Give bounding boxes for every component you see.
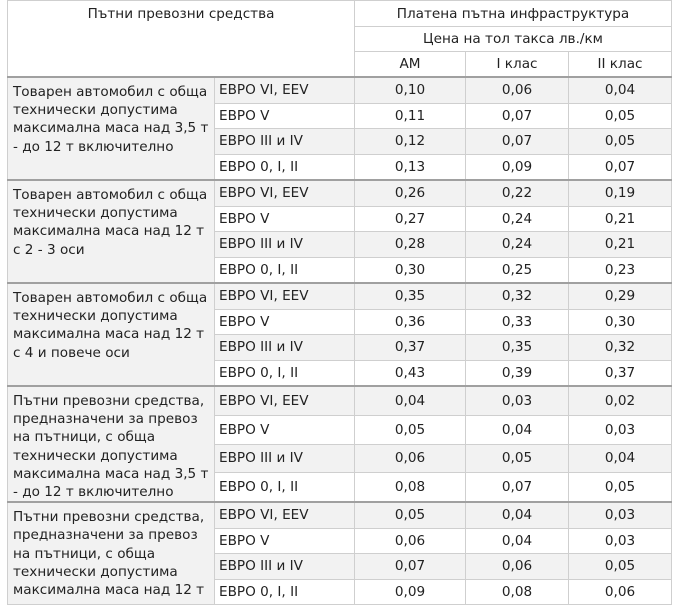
toll-rate-cell: 0,19	[569, 180, 672, 206]
toll-rate-cell: 0,06	[466, 554, 569, 580]
toll-rate-cell: 0,06	[355, 444, 466, 473]
emission-category: ЕВРО III и IV	[215, 444, 355, 473]
toll-rate-cell: 0,06	[569, 579, 672, 605]
toll-rate-cell: 0,30	[569, 309, 672, 335]
toll-rate-cell: 0,21	[569, 232, 672, 258]
toll-rate-cell: 0,06	[466, 77, 569, 103]
toll-rate-cell: 0,07	[466, 103, 569, 129]
table-row	[8, 386, 672, 415]
vehicles-header: Пътни превозни средства	[8, 1, 355, 78]
emission-category: ЕВРО 0, I, II	[215, 473, 355, 502]
toll-rate-cell: 0,04	[466, 502, 569, 528]
emission-category: ЕВРО V	[215, 528, 355, 554]
infrastructure-header: Платена пътна инфраструктура	[355, 1, 672, 27]
table-row	[8, 180, 672, 206]
emission-category: ЕВРО 0, I, II	[215, 360, 355, 386]
toll-rate-cell: 0,39	[466, 360, 569, 386]
toll-rate-cell: 0,23	[569, 257, 672, 283]
toll-rate-cell: 0,36	[355, 309, 466, 335]
toll-rate-cell: 0,04	[569, 77, 672, 103]
toll-rate-cell: 0,05	[355, 415, 466, 444]
vehicle-group-label: Пътни превозни средства, предназначени за превоз на пътници, с обща технически допустима максимална маса над 12 т	[8, 502, 215, 605]
column-header-class-2: II клас	[569, 52, 672, 78]
toll-rate-cell: 0,07	[466, 129, 569, 155]
toll-rate-cell: 0,05	[569, 554, 672, 580]
emission-category: ЕВРО VI, EEV	[215, 77, 355, 103]
toll-rate-cell: 0,08	[355, 473, 466, 502]
toll-rate-cell: 0,28	[355, 232, 466, 258]
toll-rate-cell: 0,13	[355, 154, 466, 180]
toll-rate-cell: 0,04	[466, 415, 569, 444]
emission-category: ЕВРО 0, I, II	[215, 154, 355, 180]
emission-category: ЕВРО VI, EEV	[215, 502, 355, 528]
toll-rate-cell: 0,22	[466, 180, 569, 206]
toll-rate-cell: 0,04	[466, 528, 569, 554]
toll-rate-cell: 0,35	[466, 335, 569, 361]
emission-category: ЕВРО 0, I, II	[215, 257, 355, 283]
toll-rate-cell: 0,24	[466, 206, 569, 232]
vehicle-group-label: Товарен автомобил с обща технически допустима максимална маса над 12 т с 4 и повече оси	[8, 283, 215, 386]
emission-category: ЕВРО III и IV	[215, 129, 355, 155]
toll-rate-cell: 0,03	[569, 502, 672, 528]
toll-rate-cell: 0,03	[569, 528, 672, 554]
toll-rate-cell: 0,03	[466, 386, 569, 415]
vehicle-group-label: Товарен автомобил с обща технически допустима максимална маса над 12 т с 2 - 3 оси	[8, 180, 215, 283]
toll-rate-cell: 0,32	[466, 283, 569, 309]
toll-rate-cell: 0,05	[569, 129, 672, 155]
table-row	[8, 77, 672, 103]
toll-rate-cell: 0,03	[569, 415, 672, 444]
toll-rate-cell: 0,21	[569, 206, 672, 232]
toll-rate-cell: 0,09	[355, 579, 466, 605]
toll-rate-cell: 0,25	[466, 257, 569, 283]
toll-rate-cell: 0,08	[466, 579, 569, 605]
toll-rate-cell: 0,30	[355, 257, 466, 283]
toll-rate-cell: 0,37	[355, 335, 466, 361]
toll-rate-cell: 0,43	[355, 360, 466, 386]
emission-category: ЕВРО III и IV	[215, 554, 355, 580]
emission-category: ЕВРО VI, EEV	[215, 386, 355, 415]
emission-category: ЕВРО V	[215, 206, 355, 232]
toll-rate-cell: 0,29	[569, 283, 672, 309]
toll-rate-cell: 0,05	[569, 473, 672, 502]
toll-rate-cell: 0,33	[466, 309, 569, 335]
toll-rate-cell: 0,26	[355, 180, 466, 206]
emission-category: ЕВРО V	[215, 103, 355, 129]
emission-category: ЕВРО 0, I, II	[215, 579, 355, 605]
toll-rate-cell: 0,32	[569, 335, 672, 361]
toll-rate-cell: 0,05	[569, 103, 672, 129]
toll-rate-cell: 0,04	[355, 386, 466, 415]
toll-rate-cell: 0,07	[569, 154, 672, 180]
toll-rate-cell: 0,10	[355, 77, 466, 103]
emission-category: ЕВРО VI, EEV	[215, 283, 355, 309]
toll-rate-cell: 0,09	[466, 154, 569, 180]
column-header-class-1: I клас	[466, 52, 569, 78]
vehicle-group-label: Пътни превозни средства, предназначени за превоз на пътници, с обща технически допустима максимална маса над 3,5 т - до 12 т включително	[8, 386, 215, 502]
toll-rate-cell: 0,12	[355, 129, 466, 155]
emission-category: ЕВРО VI, EEV	[215, 180, 355, 206]
table-row	[8, 502, 672, 528]
price-header: Цена на тол такса лв./км	[355, 27, 672, 52]
toll-rate-cell: 0,06	[355, 528, 466, 554]
toll-rate-cell: 0,07	[355, 554, 466, 580]
toll-rate-cell: 0,05	[355, 502, 466, 528]
emission-category: ЕВРО V	[215, 309, 355, 335]
emission-category: ЕВРО III и IV	[215, 335, 355, 361]
toll-rate-cell: 0,37	[569, 360, 672, 386]
table-row	[8, 283, 672, 309]
toll-rate-cell: 0,02	[569, 386, 672, 415]
toll-table	[7, 0, 672, 605]
toll-rate-cell: 0,35	[355, 283, 466, 309]
toll-rate-cell: 0,04	[569, 444, 672, 473]
vehicle-group-label: Товарен автомобил с обща технически допустима максимална маса над 3,5 т - до 12 т включително	[8, 77, 215, 180]
column-header-am: АМ	[355, 52, 466, 78]
toll-rate-cell: 0,24	[466, 232, 569, 258]
toll-rate-cell: 0,27	[355, 206, 466, 232]
emission-category: ЕВРО III и IV	[215, 232, 355, 258]
emission-category: ЕВРО V	[215, 415, 355, 444]
table-body	[8, 77, 672, 605]
toll-rate-cell: 0,11	[355, 103, 466, 129]
toll-rate-cell: 0,05	[466, 444, 569, 473]
toll-rate-cell: 0,07	[466, 473, 569, 502]
